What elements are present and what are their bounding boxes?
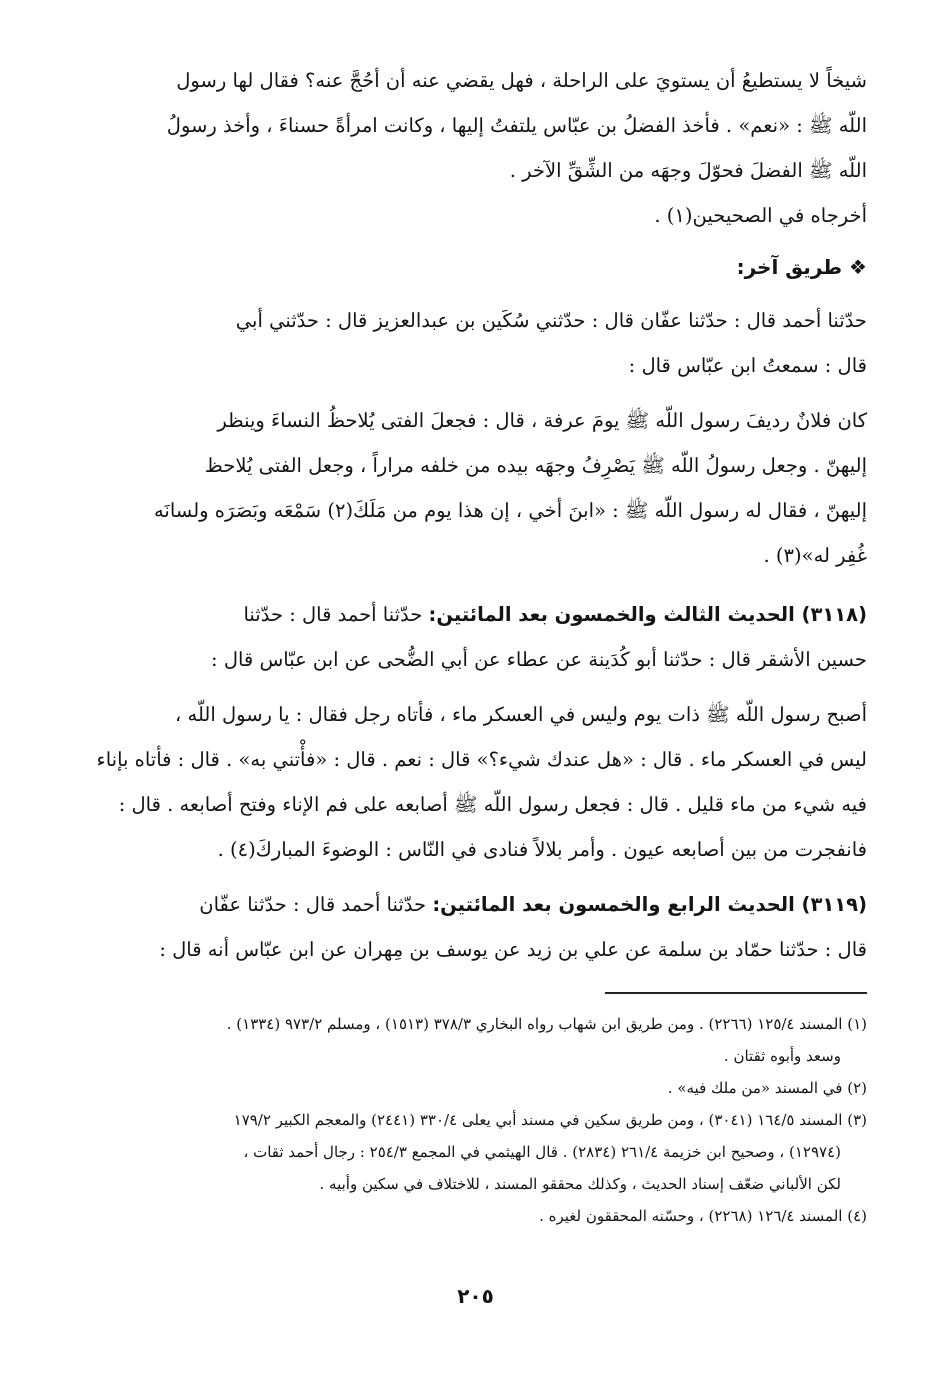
hadith-title: (٣١١٨) الحديث الثالث والخمسون بعد المائتين: xyxy=(428,603,867,626)
footnote-text: لكن الألباني ضعّف إسناد الحديث ، وكذلك محققو المسند ، للاختلاف في سكين وأبيه . xyxy=(319,1175,841,1193)
isnad-text: حدّثنا أحمد قال : حدّثنا xyxy=(243,603,429,626)
continuation-paragraph xyxy=(92,58,867,193)
footnote-3: (٣) المسند ١٦٤/٥ (٣٠٤١) ، ومن طريق سكين في مسند أبي يعلى ٣٣٠/٤ (٢٤٤١) والمعجم الكبير ١٧٩/٢ xyxy=(233,1111,867,1129)
text-line: حسين الأشقر قال : حدّثنا أبو كُدَينة عن عطاء عن أبي الضُّحى عن ابن عبّاس قال : xyxy=(211,648,867,671)
hadith-3119 xyxy=(92,882,867,972)
footnote-1-continued xyxy=(92,1040,867,1072)
text-line: إليهنّ ، فقال له رسول اللّه ﷺ : «ابنَ أخي ، إن هذا يوم من مَلَكَ(٢) سَمْعَه وبَصَرَه ولسانَه xyxy=(153,499,867,522)
section-heading-other-route: ❖ طريق آخر: xyxy=(736,255,867,279)
hadith-3118 xyxy=(92,592,867,872)
text-line: اللّه ﷺ : «نعم» . فأخذ الفضلُ بن عبّاس يلتفتُ إليها ، وكانت امرأةً حسناءَ ، وأخذ رسولُ xyxy=(166,114,867,137)
footnote-1: (١) المسند ١٢٥/٤ (٢٢٦٦) . ومن طريق ابن شهاب رواه البخاري ٣٧٨/٣ (١٥١٣) ، ومسلم ٩٧٣/٢ (١٣٣٤) . xyxy=(226,1015,867,1033)
text-line: شيخاً لا يستطيعُ أن يستويَ على الراحلة ، فهل يقضي عنه أن أحُجَّ عنه؟ فقال لها رسول xyxy=(176,69,867,92)
hadith-isnad-line xyxy=(92,592,867,637)
text-line: فيه شيء من ماء قليل . قال : فجعل رسول اللّه ﷺ أصابعه على فم الإناء وفتح أصابعه . قال : xyxy=(118,793,867,816)
hadith-title: (٣١١٩) الحديث الرابع والخمسون بعد المائتين: xyxy=(432,893,867,916)
text-line: أصبح رسول اللّه ﷺ ذات يوم وليس في العسكر ماء ، فأتاه رجل فقال : يا رسول اللّه ، xyxy=(175,703,867,726)
page-body xyxy=(92,58,867,1232)
footnotes xyxy=(92,1008,867,1232)
text-line: غُفِر له»(٣) . xyxy=(763,544,867,567)
footnote-text: وسعد وأبوه ثقتان . xyxy=(723,1047,841,1065)
text-line: قال : سمعتُ ابن عبّاس قال : xyxy=(628,354,867,377)
text-line: قال : حدّثنا حمّاد بن سلمة عن علي بن زيد عن يوسف بن مِهران عن ابن عبّاس أنه قال : xyxy=(159,938,867,961)
footnote-4: (٤) المسند ١٢٦/٤ (٢٢٦٨) ، وحسّنه المحققون لغيره . xyxy=(539,1207,867,1225)
matn-paragraph xyxy=(92,398,867,578)
footnote-divider xyxy=(605,992,867,994)
footnote-3-continued xyxy=(92,1168,867,1200)
text-line: فانفجرت من بين أصابعه عيون . وأمر بلالاً فنادى في النّاس : الوضوءَ المباركَ(٤) . xyxy=(217,838,867,861)
footnote-text: (١٢٩٧٤) ، وصحيح ابن خزيمة ٢٦١/٤ (٢٨٣٤) . قال الهيثمي في المجمع ٢٥٤/٣ : رجال أحمد ثقات ، xyxy=(243,1143,841,1161)
text-line: كان فلانٌ رديفَ رسول اللّه ﷺ يومَ عرفة ، قال : فجعلَ الفتى يُلاحظُ النساءَ وينظر xyxy=(217,409,867,432)
footnote-3-continued xyxy=(92,1136,867,1168)
text-line: اللّه ﷺ الفضلَ فحوّلَ وجهَه من الشِّقِّ الآخر . xyxy=(509,159,867,182)
hadith-isnad-line xyxy=(92,882,867,927)
isnad-text: حدّثنا أحمد قال : حدّثنا عفّان xyxy=(199,893,433,916)
text-line: حدّثنا أحمد قال : حدّثنا عفّان قال : حدّثني سُكَين بن عبدالعزيز قال : حدّثني أبي xyxy=(235,309,867,332)
footnote-2: (٢) في المسند «من ملك فيه» . xyxy=(667,1079,867,1097)
text-line: إليهنّ . وجعل رسولُ اللّه ﷺ يَصْرِفُ وجهَه بيده من خلفه مراراً ، وجعل الفتى يُلاحظ xyxy=(204,454,867,477)
text-line: ليس في العسكر ماء . قال : «هل عندك شيء؟» قال : نعم . قال : «فأْتني به» . قال : فأتاه بإناء xyxy=(96,748,867,771)
page-number: ٢٠٥ xyxy=(457,1284,494,1308)
takhrij-note: أخرجاه في الصحيحين(١) . xyxy=(654,204,867,227)
isnad-paragraph xyxy=(92,298,867,388)
